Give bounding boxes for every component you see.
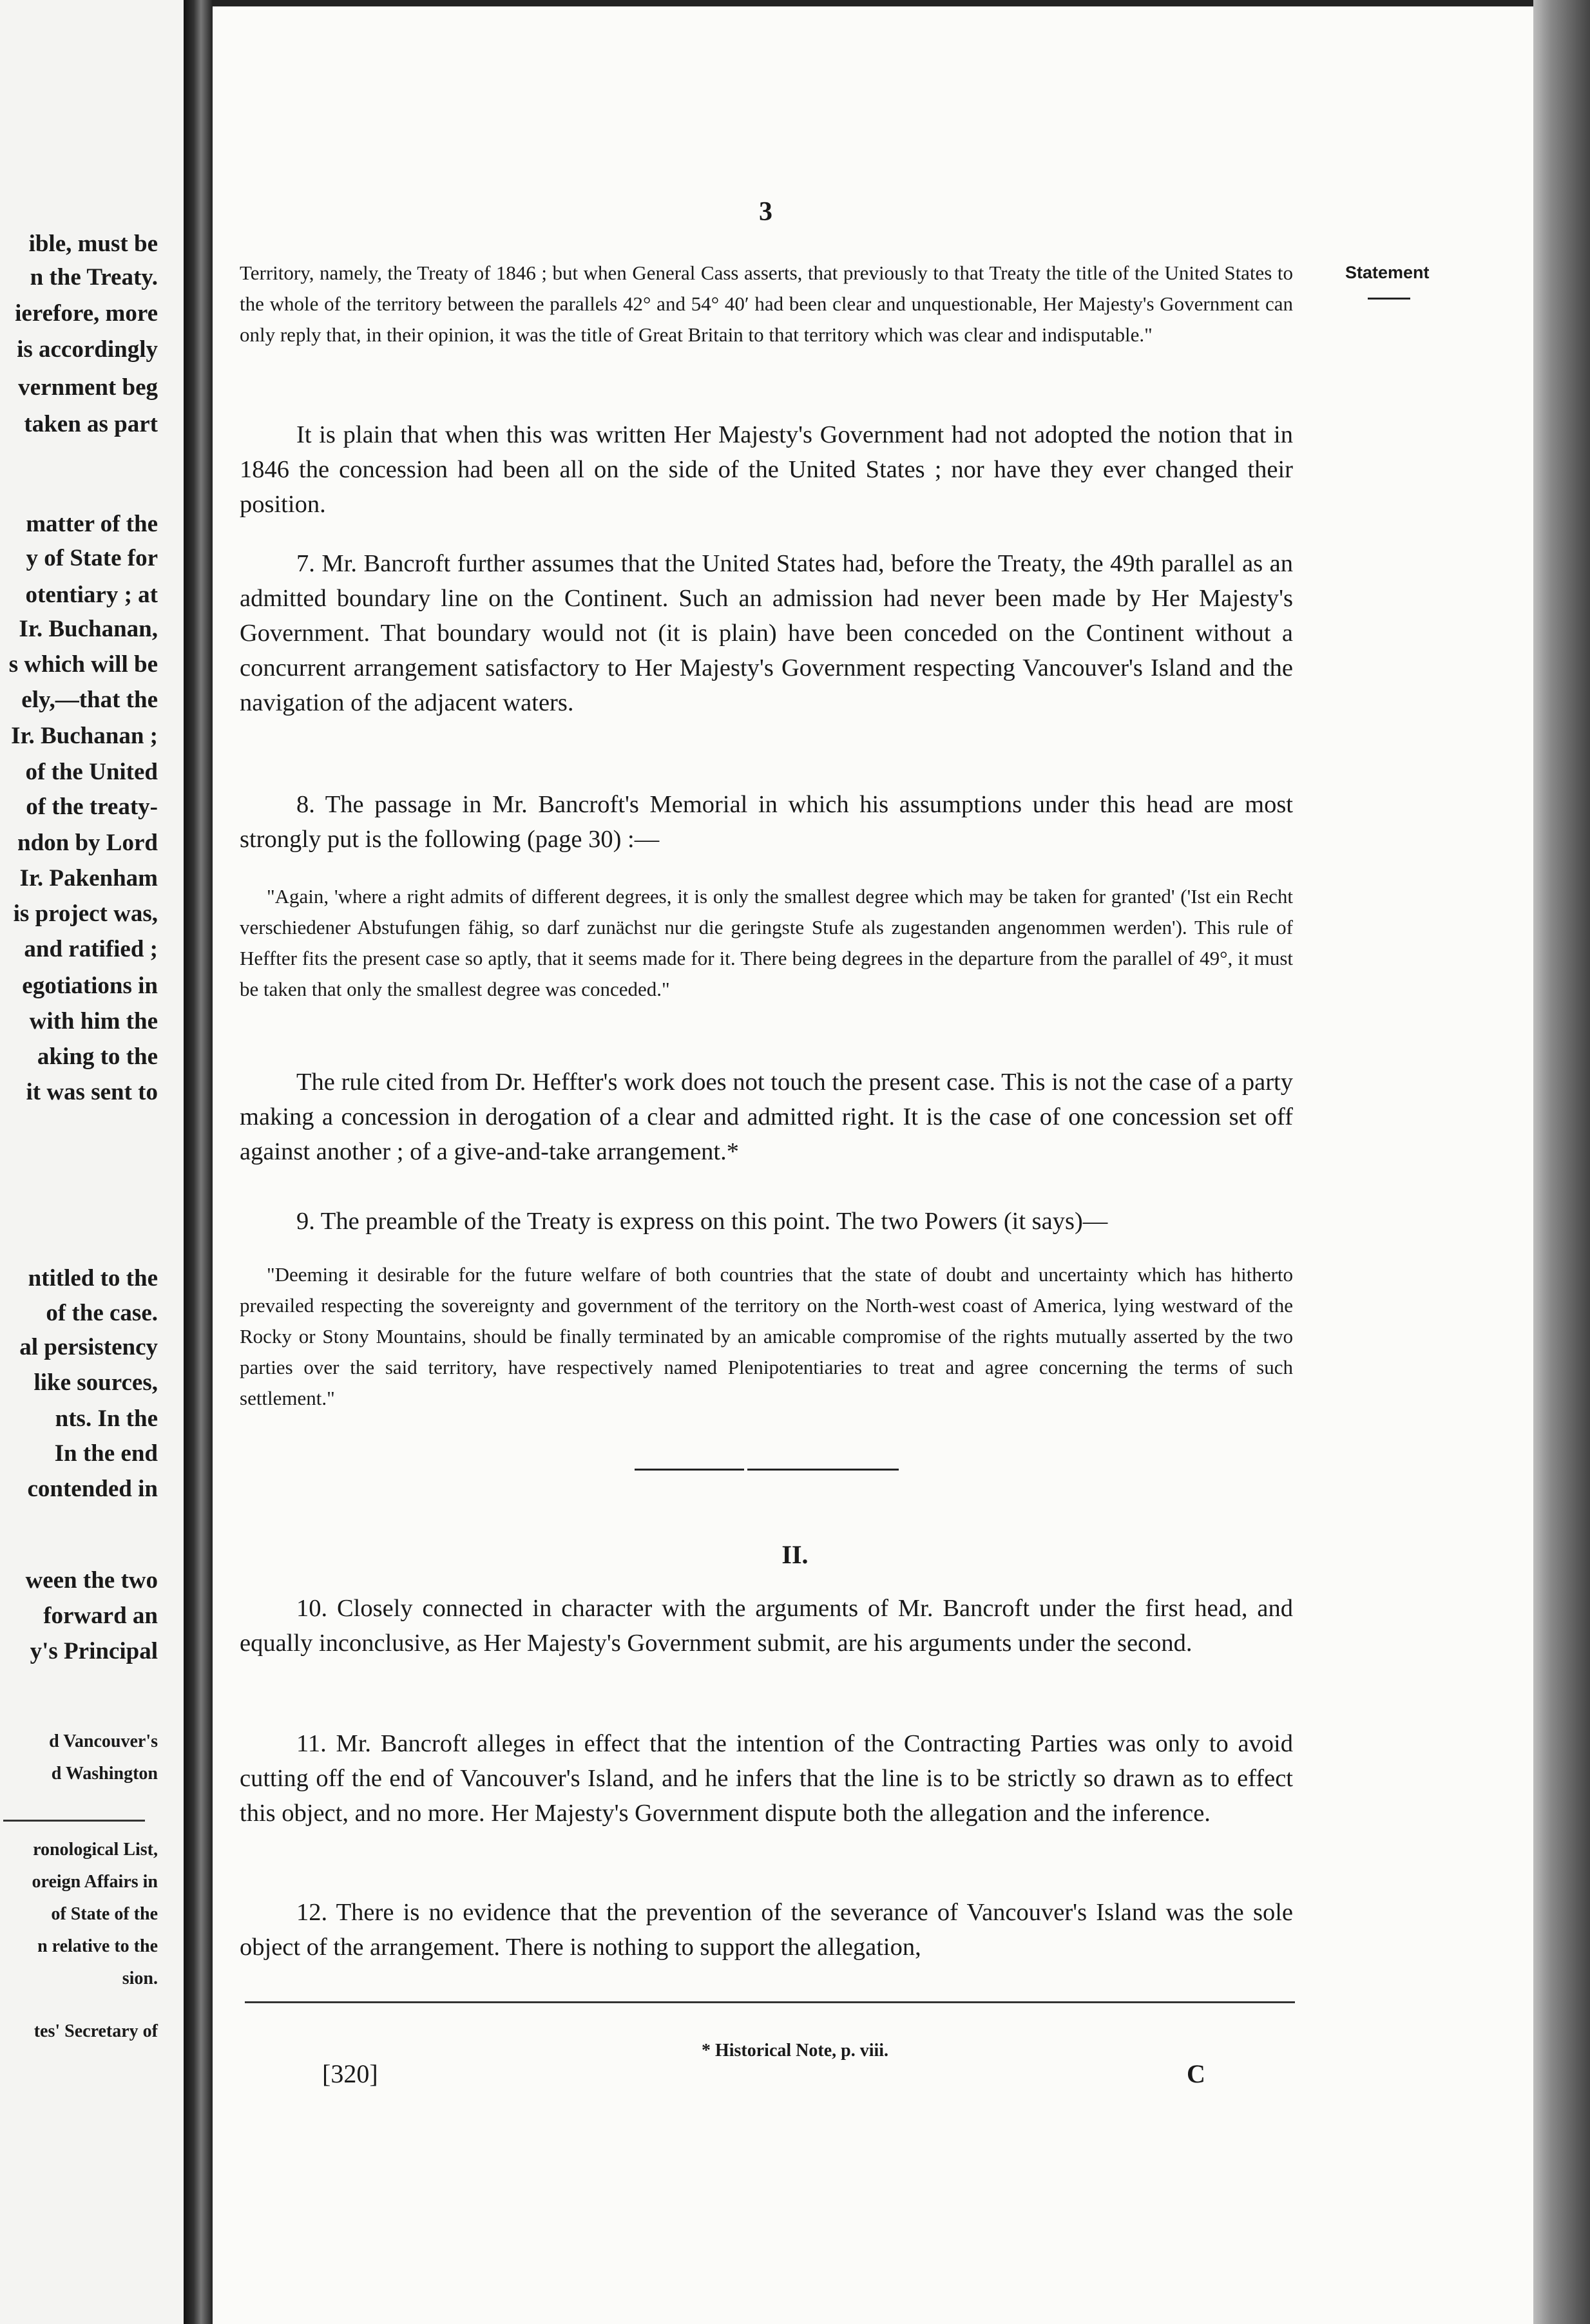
left-page-note-line: d Vancouver's [49,1731,158,1751]
left-page-line: s which will be [8,651,158,678]
paragraph-10 [240,1591,1293,1661]
left-page-line: contended in [27,1476,158,1502]
left-page-line: and ratified ; [24,936,158,962]
left-page-line: ely,—that the [21,687,158,713]
footnote: * Historical Note, p. viii. [701,2041,889,2061]
left-page-line: Ir. Pakenham [19,865,158,891]
left-page-line: Ir. Buchanan ; [11,723,158,749]
paragraph-12-text: 12. There is no evidence that the prevention of the severance of Vancouver's Island was the sole object of the arrangement. There is nothing to support the allegation, [240,1899,1293,1961]
signature-letter: C [1187,2059,1205,2088]
left-page-line: egotiations in [22,973,158,999]
quote-2-text: "Again, 'where a right admits of different degrees, it is only the smallest degree which may be taken for granted' ('Ist ein Recht verschiedener Abstufungen fähig, so darf zunächst nur die geringste Stufe als zugestanden angenommen werden'). This rule of Heffter fits the present case so aptly, that it seems made for it. There being degrees in the departure from the parallel of 49°, it must be taken that only the smallest degree was conceded." [240,885,1293,1000]
page-number: 3 [759,197,772,227]
footnote-rule [245,2001,1295,2003]
left-page-line: like sources, [34,1369,158,1396]
left-page-note-line: n relative to the [37,1936,158,1956]
left-page-line: taken as part [24,411,158,437]
section-heading: II. [781,1540,809,1569]
paragraph-position [240,417,1293,522]
left-page-line: it was sent to [26,1079,158,1105]
section-separator-right [747,1469,899,1471]
paragraph-7 [240,546,1293,720]
left-page-note-line: tes' Secretary of [34,2021,158,2041]
left-page-line: is project was, [13,900,158,927]
quote-treaty-preamble [240,1259,1293,1414]
paragraph-8b [240,1065,1293,1169]
print-number: [320] [322,2059,378,2088]
left-page-line: nts. In the [55,1405,158,1432]
paragraph-8b-text: The rule cited from Dr. Heffter's work does not touch the present case. This is not the case of a party making a concession in derogation of a clear and admitted right. It is the case of one concession set off against another ; of a give-and-take arrangement.* [240,1069,1293,1165]
paragraph-9 [240,1204,1293,1239]
left-page-note-line: sion. [122,1968,158,1988]
left-page-line: al persistency [19,1334,158,1360]
paragraph-12 [240,1895,1293,1965]
left-page-line: of the United [25,759,158,785]
left-page-line: vernment beg [18,374,158,401]
paragraph-11 [240,1726,1293,1831]
left-page-line: n the Treaty. [30,264,158,290]
adjacent-page-fragment [0,0,184,2324]
book-gutter [184,0,213,2324]
left-page-line: ntitled to the [28,1265,158,1291]
left-page-line: aking to the [37,1043,158,1070]
left-page-line: forward an [43,1603,158,1629]
quote-heffter [240,881,1293,1005]
paragraph-11-text: 11. Mr. Bancroft alleges in effect that the intention of the Contracting Parties was only to avoid cutting off the end of Vancouver's Island, and he infers that the line is to be strictly so drawn as to effect this object, and no more. Her Majesty's Government dispute both the allegation and the inference. [240,1730,1293,1827]
left-page-line: y's Principal [30,1638,158,1664]
left-page-line: ierefore, more [15,300,158,327]
paragraph-9-text: 9. The preamble of the Treaty is express on this point. The two Powers (it says)— [296,1208,1108,1235]
left-page-line: ween the two [25,1567,158,1594]
quote-3-text: "Deeming it desirable for the future welfare of both countries that the state of doubt and uncertainty which has hitherto prevailed respecting the sovereignty and government of the territory on the North-west coast of America, lying westward of the Rocky or Stony Mountains, should be finally terminated by an amicable compromise of the rights mutually asserted by the two parties over the said territory, have respectively named Plenipotentiaries to treat and agree concerning the terms of such settlement." [240,1263,1293,1409]
left-page-line: Ir. Buchanan, [19,616,158,642]
page-edge-shadow [1533,0,1590,2324]
left-page-note-line: oreign Affairs in [32,1872,158,1892]
section-separator-left [635,1469,744,1471]
left-page-line: In the end [54,1440,158,1467]
left-page-line: of the case. [46,1300,158,1326]
left-page-line: ndon by Lord [17,830,158,856]
left-page-line: of the treaty- [26,794,158,820]
left-page-note-line: d Washington [51,1764,158,1784]
paragraph-10-text: 10. Closely connected in character with the arguments of Mr. Bancroft under the first head, and equally inconclusive, as Her Majesty's Government submit, are his arguments under the second. [240,1595,1293,1657]
left-page-line: with him the [29,1008,158,1034]
left-page-line: is accordingly [17,336,158,363]
paragraph-8-text: 8. The passage in Mr. Bancroft's Memorial in which his assumptions under this head are most strongly put is the following (page 30) :— [240,791,1293,853]
left-page-line: ible, must be [28,231,158,257]
left-page-line: y of State for [26,545,158,571]
left-page-note-line: of State of the [51,1904,158,1924]
paragraph-7-text: 7. Mr. Bancroft further assumes that the United States had, before the Treaty, the 49th parallel as an admitted boundary line on the Continent. Such an admission had never been made by Her Majesty's Government. That boundary would not (it is plain) have been conceded on the Continent without a concurrent arrangement satisfactory to Her Majesty's Government respecting Vancouver's Island and the navigation of the adjacent waters. [240,550,1293,716]
margin-note-statement: Statement [1345,263,1430,282]
margin-note-dash [1368,298,1410,300]
left-page-line: matter of the [26,511,158,537]
paragraph-1-text: It is plain that when this was written Her Majesty's Government had not adopted the notion that in 1846 the concession had been all on the side of the United States ; nor have they ever changed their position. [240,421,1293,518]
left-page-note-line: ronological List, [33,1840,158,1860]
left-page-line: otentiary ; at [25,582,158,608]
quote-1-text: Territory, namely, the Treaty of 1846 ; but when General Cass asserts, that previously to that Treaty the title of the United States to the whole of the territory between the parallels 42° and 54° 40′ had been clear and unquestionable, Her Majesty's Government can only reply that, in their opinion, it was the title of Great Britain to that territory which was clear and indisputable." [240,262,1293,346]
quote-continuation [240,258,1293,350]
left-page-rule [3,1820,145,1822]
paragraph-8 [240,787,1293,857]
